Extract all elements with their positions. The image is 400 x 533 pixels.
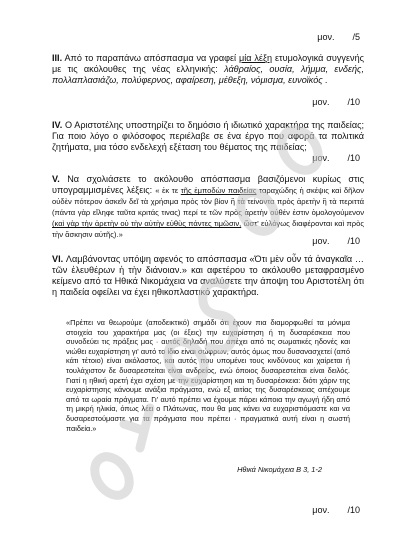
score-bottom: μον. /10 (312, 505, 360, 515)
score-top: μον. /5 (317, 32, 360, 42)
question-6: VI. Λαμβάνοντας υπόψη αφενός το απόσπασμα «Ότι μὲν οὖν τά ἀναγκαῖα … τῶν ἐλευθέρων ἡ τὴν διάνοιαν.» και αφετέρου το ακόλουθο μεταφρασμένο κείμενο από τα Ηθικά Νικομάχεια να αναλύσετε την άποψη του Αριστοτέλη ότι η παιδεία οφείλει να έχει ηθικοπλαστικό χαρακτήρα. (52, 254, 364, 298)
question-3: ΙΙΙ. Από το παραπάνω απόσπασμα να γραφεί μία λέξη ετυμολογικά συγγενής με τις ακόλουθες της νέας ελληνικής: λάθραίος, ουσία, λήμμα, ενδεής, πολλαπλασιάζω, πολύφερνος, αφαίρεση, μέθεξη, νόμισμα, ευνοϊκός . (52, 53, 365, 86)
quote-source: Ηθικά Νικομάχεια Β 3, 1-2 (237, 465, 322, 474)
question-5: V. Να σχολιάσετε το ακόλουθο απόσπασμα βασιζόμενοι κυρίως στις υπογραμμισμένες λέξεις: « ἐκ τε τῆς ἐμποδὼν παιδείας ταραχώδης ἡ σκέψις καὶ δῆλον οὐδὲν πότερον ἀσκεῖν δεῖ τὰ χρήσιμα πρὸς τὸν βίον ἢ τὰ τείνοντα πρὸς ἀρετὴν ἢ τὰ περιττά (πάντα γὰρ εἴληφε ταῦτα κριτάς τινας) περί τε τῶν πρὸς ἀρετὴν οὐθέν ἐστιν ὁμολογούμενον (καὶ γὰρ τὴν ἀρετὴν οὐ τὴν αὐτὴν εὐθὺς πάντες τιμῶσιν, ὥστ' εὐλόγως διαφέρονται καὶ πρὸς τὴν ἄσκησιν αὐτῆς).» (52, 174, 365, 240)
score-q5: μον. /10 (312, 236, 360, 246)
score-q4: μον. /10 (312, 153, 360, 163)
score-q3: μον. /10 (312, 97, 360, 107)
quoted-passage: «Πρέπει να θεωρούμε (αποδεικτικό) σημάδι ότι έχουν πια διαμορφωθεί τα μόνιμα στοιχεία του χαρακτήρα μας (οι έξεις) την ευχαρίστηση ή τη δυσαρέσκεια που συνοδεύει τις πράξεις μας · αυτός δηλαδή που απέχει από τις σωματικές ηδονές και νιώθει ευχαρίστηση γι' αυτό το ίδιο είναι σώφρων, αυτός όμως που δυσανασχετεί (από κάτι τέτοιο) είναι ακόλαστος, και αυτός που υπομένει τους κινδύνους και χαίρεται ή τουλάχιστον δε δυσαρεστείται είναι ανδρείος, ενώ όποιος δυσαρεστείται είναι δειλός. Γιατί η ηθική αρετή έχει σχέση με την ευχαρίστηση και τη δυσαρέσκεια: διότι χάριν της ευχαρίστησης κάνουμε ανάξια πράγματα, ενώ εξ αιτίας της δυσαρέσκειας απέχουμε από τα ωραία πράγματα. Γι' αυτό πρέπει να έχουμε πάρει κάποια την αγωγή ήδη από τη μικρή ηλικία, όπως λέει ο Πλάτωνας, που θα μας κάνει να ευχαριστιόμαστε και να δυσαρεστούμαστε για τα πράγματα που πρέπει · πραγματικά αυτή είναι η σωστή παιδεία.» (66, 318, 350, 433)
question-4: ΙV. Ο Αριστοτέλης υποστηρίζει το δημόσιο ή ιδιωτικό χαρακτήρα της παιδείας; Για ποιο λόγο ο φιλόσοφος περιέλαβε σε ένα έργο που αφορά τα πολιτικά ζητήματα, μια τόσο ενδελεχή εξέταση του θέματος της παιδείας; (52, 120, 364, 153)
